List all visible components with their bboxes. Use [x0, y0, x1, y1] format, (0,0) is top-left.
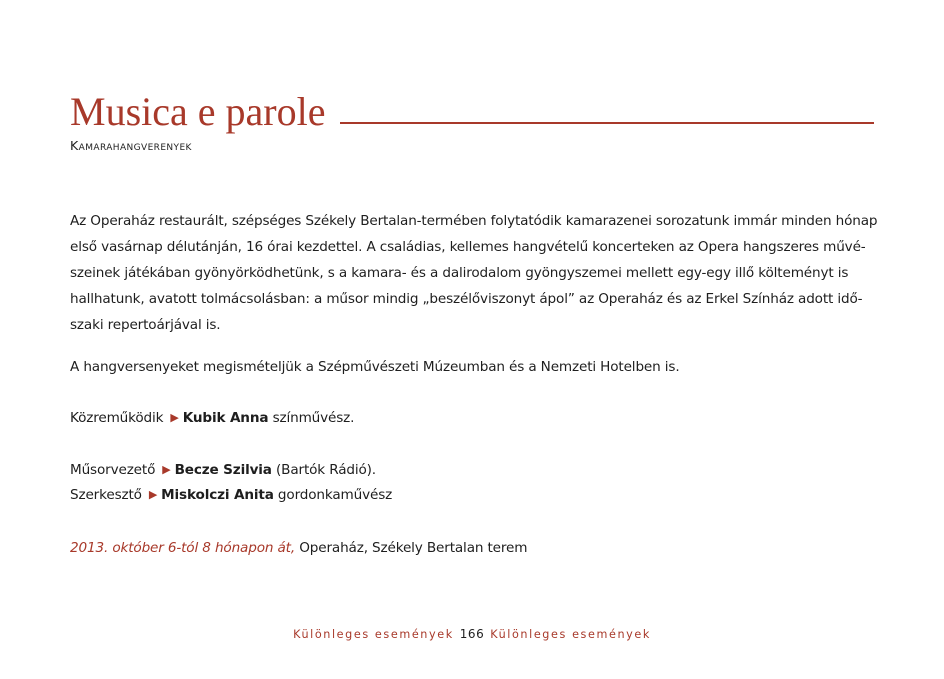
- schedule-line: [70, 540, 527, 556]
- credit-host: [70, 462, 376, 478]
- schedule-venue: Operaház, Székely Bertalan terem: [299, 540, 528, 556]
- credit-role: Műsorvezető: [70, 462, 156, 478]
- credit-detail: (Bartók Rádió).: [276, 462, 376, 478]
- intro-paragraph: [70, 208, 878, 338]
- triangle-right-icon: ▶: [170, 411, 179, 424]
- credit-name: Becze Szilvia: [174, 462, 272, 478]
- credit-role: Közreműködik: [70, 410, 164, 426]
- credit-name: Miskolczi Anita: [161, 487, 274, 503]
- credit-editor: [70, 487, 392, 503]
- intro-line: szeinek játékában gyönyörködhetünk, s a kamara- és a dalirodalom gyöngyszemei mellett egy-egy illő költeményt is: [70, 265, 849, 281]
- credit-performer: [70, 410, 354, 426]
- intro-line: hallhatunk, avatott tolmácsolásban: a műsor mindig „beszélőviszonyt ápol” az Operaház és az Erkel Színház adott idő-: [70, 291, 863, 307]
- footer-section-right: Különleges események: [490, 628, 651, 641]
- page-footer: [0, 627, 944, 641]
- credit-name: Kubik Anna: [182, 410, 269, 426]
- title-rule: [340, 122, 874, 124]
- page-number: 166: [459, 627, 485, 641]
- page-title: Musica e parole: [70, 89, 326, 134]
- page-subtitle: Kamarahangverenyek: [70, 138, 192, 153]
- intro-line: első vasárnap délutánján, 16 órai kezdettel. A családias, kellemes hangvételű koncerteken az Opera hangszeres művé-: [70, 239, 866, 255]
- credit-role: Szerkesztő: [70, 487, 142, 503]
- triangle-right-icon: ▶: [148, 488, 158, 501]
- schedule-date: 2013. október 6-tól 8 hónapon át,: [70, 540, 296, 556]
- intro-line: Az Operaház restaurált, szépséges Székely Bertalan-termében folytatódik kamarazenei sorozatunk immár minden hónap: [70, 213, 878, 229]
- credit-detail: színművész.: [272, 410, 355, 426]
- footer-section-left: Különleges események: [293, 628, 454, 641]
- intro-line: szaki repertoárjával is.: [70, 317, 221, 333]
- triangle-right-icon: ▶: [162, 463, 171, 476]
- repeat-note: A hangversenyeket megismételjük a Szépművészeti Múzeumban és a Nemzeti Hotelben is.: [70, 359, 680, 375]
- credit-detail: gordonkaművész: [277, 487, 393, 503]
